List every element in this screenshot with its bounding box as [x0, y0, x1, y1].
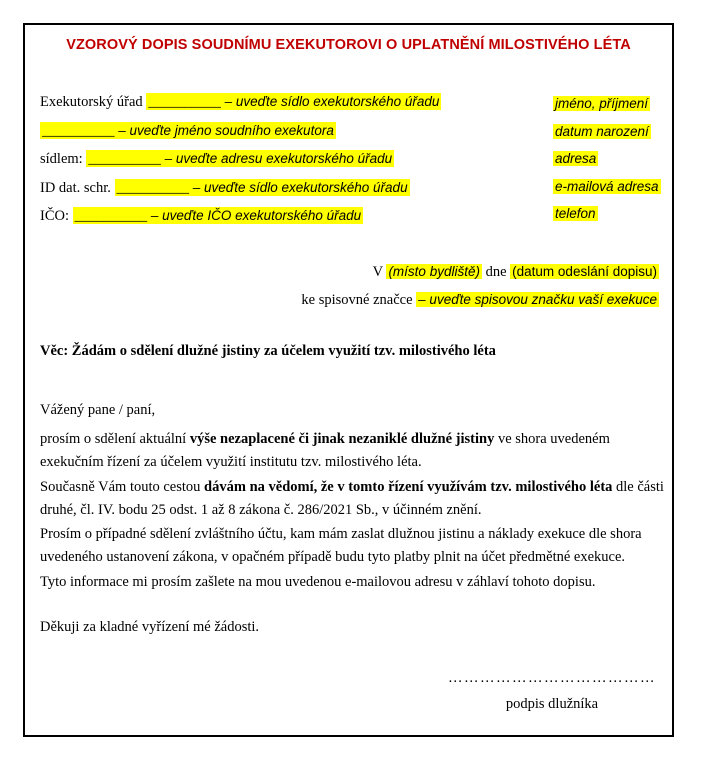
- blank-field: __________: [116, 179, 189, 196]
- highlighted-placeholder: [146, 93, 441, 110]
- body-paragraph: [40, 571, 667, 594]
- placeholder-instruction: – uveďte IČO exekutorského úřadu: [147, 208, 362, 223]
- placeholder-instruction: – uveďte adresu exekutorského úřadu: [160, 151, 393, 166]
- sender-placeholder: telefon: [555, 206, 596, 221]
- closing-line: Děkuji za kladné vyřízení mé žádosti.: [40, 619, 260, 635]
- placeholder-instruction: – uveďte sídlo exekutorského úřadu: [220, 94, 440, 109]
- recipient-block: [40, 88, 441, 231]
- sender-placeholder: adresa: [555, 151, 597, 166]
- signature-dotted-line: …………………………………: [448, 670, 656, 686]
- body-paragraph: [40, 476, 667, 522]
- reference-line: [301, 292, 659, 309]
- recipient-line-prefix: IČO:: [40, 208, 73, 224]
- sender-line: [553, 145, 661, 173]
- date-placeholder: (datum odeslání dopisu): [512, 264, 657, 279]
- body-paragraph: [40, 428, 667, 474]
- letter-title: VZOROVÝ DOPIS SOUDNÍMU EXEKUTOROVI O UPLATNĚNÍ MILOSTIVÉHO LÉTA: [66, 37, 631, 53]
- recipient-line: [40, 117, 441, 146]
- blank-field: __________: [148, 94, 221, 110]
- blank-field: __________: [42, 122, 115, 139]
- sender-block: [553, 90, 661, 228]
- recipient-line: [40, 88, 441, 117]
- paragraph-text: Prosím o případné sdělení zvláštního účtu, kam mám zaslat dlužnou jistinu a náklady exekuce dle shora uvedeného ustanovení zákona, v opačném případě budu tyto platby plnit na účet předmětné exekuce.: [40, 526, 642, 565]
- paragraph-text: ve shora uvedeném exekučním řízení za účelem využití institutu tzv. milostivého léta.: [40, 431, 610, 470]
- placeholder-instruction: – uveďte jméno soudního exekutora: [114, 122, 334, 138]
- salutation: Vážený pane / paní,: [40, 402, 156, 418]
- paragraph-text: Současně Vám touto cestou: [40, 479, 205, 495]
- recipient-line: [40, 202, 441, 231]
- highlighted-placeholder: [40, 122, 336, 139]
- blank-field: __________: [88, 151, 161, 167]
- paragraph-bold-text: dávám na vědomí, že v tomto řízení využívám tzv. milostivého léta: [204, 479, 613, 495]
- sender-placeholder: e-mailová adresa: [555, 178, 659, 194]
- recipient-line-prefix: Exekutorský úřad: [40, 94, 147, 110]
- blank-field: __________: [74, 208, 148, 224]
- sender-line: [553, 90, 661, 118]
- paragraph-text: prosím o sdělení aktuální: [40, 431, 190, 447]
- date-line-connector: dne: [481, 264, 511, 280]
- sender-line: [553, 173, 661, 201]
- paragraph-text: Tyto informace mi prosím zašlete na mou uvedenou e-mailovou adresu v záhlaví tohoto dopisu.: [40, 574, 596, 590]
- recipient-line-prefix: ID dat. schr.: [40, 179, 115, 196]
- subject-line: Věc: Žádám o sdělení dlužné jistiny za účelem využití tzv. milostivého léta: [40, 343, 496, 359]
- reference-placeholder: – uveďte spisovou značku vaší exekuce: [418, 292, 657, 307]
- sender-line: [553, 200, 661, 228]
- body-paragraph: [40, 523, 667, 569]
- sender-line: [553, 118, 661, 146]
- date-line-prefix: V: [372, 264, 387, 280]
- signature-label: podpis dlužníka: [505, 696, 599, 712]
- date-line: [373, 264, 659, 281]
- letter-frame: [23, 23, 674, 737]
- sender-placeholder: jméno, příjmení: [555, 96, 649, 111]
- paragraph-text: dle části druhé, čl. IV. bodu 25 odst. 1 až 8 zákona č. 286/2021 Sb., v účinném znění.: [40, 479, 664, 518]
- highlighted-placeholder: [86, 150, 394, 167]
- recipient-line: [40, 174, 441, 203]
- place-placeholder: (místo bydliště): [388, 264, 480, 279]
- paragraph-bold-text: výše nezaplacené či jinak nezaniklé dlužné jistiny: [189, 431, 495, 447]
- recipient-line: [40, 145, 441, 174]
- reference-line-prefix: ke spisovné značce: [301, 292, 417, 308]
- recipient-line-prefix: sídlem:: [40, 151, 87, 167]
- sender-placeholder: datum narození: [555, 123, 649, 139]
- placeholder-instruction: – uveďte sídlo exekutorského úřadu: [189, 179, 408, 195]
- highlighted-placeholder: [115, 179, 410, 196]
- highlighted-placeholder: [73, 207, 364, 224]
- signature-block: [448, 670, 656, 713]
